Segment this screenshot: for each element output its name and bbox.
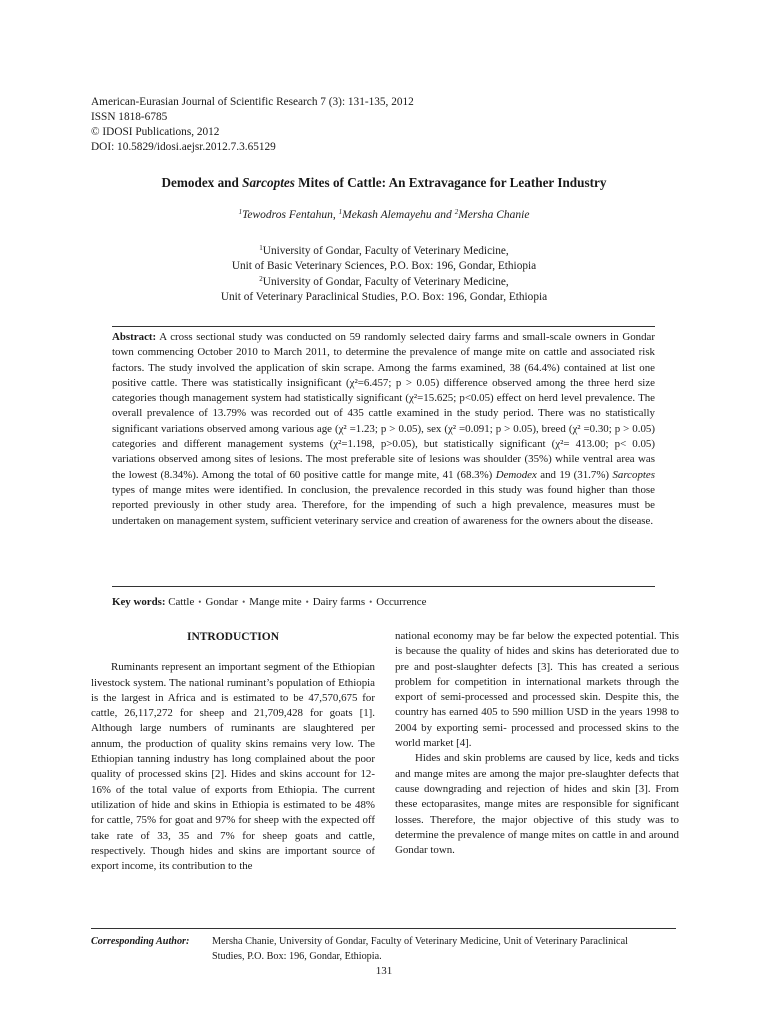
corresponding-author: Corresponding Author: Mersha Chanie, University of Gondar, Faculty of Veterinary Medicine, Unit of Veterinary Paraclinical Studies, P.O. Box: 196, Gondar, Ethiopia. bbox=[91, 936, 628, 962]
abstract-bottom-rule bbox=[112, 586, 655, 587]
author-name: Mekash Alemayehu and bbox=[342, 209, 455, 221]
footer-rule bbox=[91, 928, 676, 929]
keywords-label: Key words: bbox=[112, 596, 166, 608]
right-column bbox=[395, 629, 679, 858]
journal-header bbox=[91, 95, 414, 155]
journal-doi: DOI: 10.5829/idosi.aejsr.2012.7.3.65129 bbox=[91, 141, 276, 153]
abstract-label: Abstract: bbox=[112, 331, 157, 343]
keywords bbox=[112, 596, 655, 608]
journal-issn: ISSN 1818-6785 bbox=[91, 111, 168, 123]
corresponding-author-label: Corresponding Author: bbox=[91, 936, 190, 947]
affiliation-line: University of Gondar, Faculty of Veterinary Medicine, bbox=[262, 245, 509, 257]
keyword: Occurrence bbox=[376, 596, 427, 608]
body-paragraph: national economy may be far below the expected potential. This is because the quality of hides and skins has deteriorated due to pre and post-slaughter defects [3]. This has created a serious problem for competition in international markets through the export of semi-processed and processed skin. Despite this, the country has earned 405 to 590 million USD in the years 1998 to 2004 by exporting semi- processed and processed skins to the world market [4]. bbox=[395, 630, 679, 750]
author-list: $^1$Tewodros Fentahun, $^1$Mekash Alemayehu and $^2$Mersha Chanie bbox=[238, 208, 530, 221]
affiliation-line: Unit of Veterinary Paraclinical Studies, P.O. Box: 196, Gondar, Ethiopia bbox=[220, 290, 548, 303]
left-column bbox=[91, 629, 375, 874]
keyword: Mange mite bbox=[249, 596, 302, 608]
body-paragraph: Ruminants represent an important segment of the Ethiopian livestock system. The national ruminant’s population of Ethiopia is the largest in Africa and is estimated to be 47,570,675 for cattle, 26,117,272 for sheep and 21,709,428 for goats [1]. Although large numbers of ruminants are slaughtered per annum, the production of quality skins remains very low. The Ethiopian tanning industry has long complained about the poor quality of processed skins [2]. Hides and skins account for 12-16% of the total value of exports from Ethiopia. The current utilization of hide and skins in Ethiopia is estimated to be 48% for cattle, 75% for goat and 97% for sheep with the expected off take rate of 33, 35 and 7% for sheep goats and cattle, respectively. Though hides and skins are important source of export income, its contribution to the bbox=[91, 661, 375, 873]
abstract: Abstract: A cross sectional study was conducted on 59 randomly selected dairy farms and small-scale owners in Gondar town commencing October 2010 to March 2011, to determine the prevalence of mange mite on cattle and associated risk factors. The study involved the application of skin scrape. Among the farms examined, 38 (64.4%) contained at list one positive cattle. There was statistically insignificant (χ²=6.457; p > 0.05) difference observed among the three herd size categories though management system had statistically significant (χ²=15.625; p<0.05) effect on herd level prevalence. The overall prevalence of 13.79% was recorded out of 435 cattle examined in the study period. There was no statistically significant variations observed among various age (χ² =1.23; p > 0.05), sex (χ² =0.091; p > 0.05), breed (χ² =0.30; p > 0.05) categories and different management systems (χ²=1.198, p>0.05), but statistically significant (χ²= 413.00; p< 0.05) variations observed among sites of lesions. The most preferable site of lesions was shoulder (35%) while ventral area was the lowest (8.34%). Among the total of 60 positive cattle for mange mite, 41 (68.3%) Demodex and 19 (31.7%) Sarcoptes types of mange mites were identified. In conclusion, the prevalence recorded in this study was found higher than those reported previously in other study area. Therefore, for the impending of such a high prevalence, measures must be undertaken on management system, sufficient veterinary service and creation of awareness for the owners about the disease. bbox=[112, 331, 655, 527]
keyword: Gondar bbox=[205, 596, 239, 608]
author-name: Mersha Chanie bbox=[458, 209, 530, 221]
section-heading: INTRODUCTION bbox=[186, 631, 279, 643]
paper-title: Demodex and Sarcoptes Mites of Cattle: An Extravagance for Leather Industry bbox=[161, 175, 607, 190]
bullet-separator: • bbox=[198, 597, 202, 607]
abstract-top-rule bbox=[112, 326, 655, 327]
keyword: Dairy farms bbox=[312, 596, 366, 608]
keyword: Cattle bbox=[168, 596, 195, 608]
affiliation-line: Unit of Basic Veterinary Sciences, P.O. Box: 196, Gondar, Ethiopia bbox=[231, 260, 537, 273]
bullet-separator: • bbox=[305, 597, 309, 607]
bullet-separator: • bbox=[242, 597, 246, 607]
bullet-separator: • bbox=[369, 597, 373, 607]
affiliation-line: University of Gondar, Faculty of Veterinary Medicine, bbox=[262, 275, 509, 288]
journal-citation: American-Eurasian Journal of Scientific Research 7 (3): 131-135, 2012 bbox=[91, 96, 414, 108]
page-number: 131 bbox=[375, 965, 393, 977]
journal-publisher: © IDOSI Publications, 2012 bbox=[91, 126, 220, 138]
body-paragraph: Hides and skin problems are caused by lice, keds and ticks and mange mites are among the major pre-slaughter defects that cause downgrading and rejection of hides and skin [3]. From these ectoparasites, mange mites are responsible for significant losses. Therefore, the major objective of this study was to determine the prevalence of mange mites on cattle in and around Gondar town. bbox=[395, 752, 679, 857]
author-name: Tewodros Fentahun, bbox=[242, 209, 339, 221]
affiliations: $^1$University of Gondar, Faculty of Veterinary Medicine, Unit of Basic Veterinary Sciences, P.O. Box: 196, Gondar, Ethiopia $^2$University of Gondar, Faculty of Veterinary Medicine, Unit of Veterinary Paraclinical Studies, P.O. Box: 196, Gondar, Ethiopia bbox=[0, 244, 768, 305]
